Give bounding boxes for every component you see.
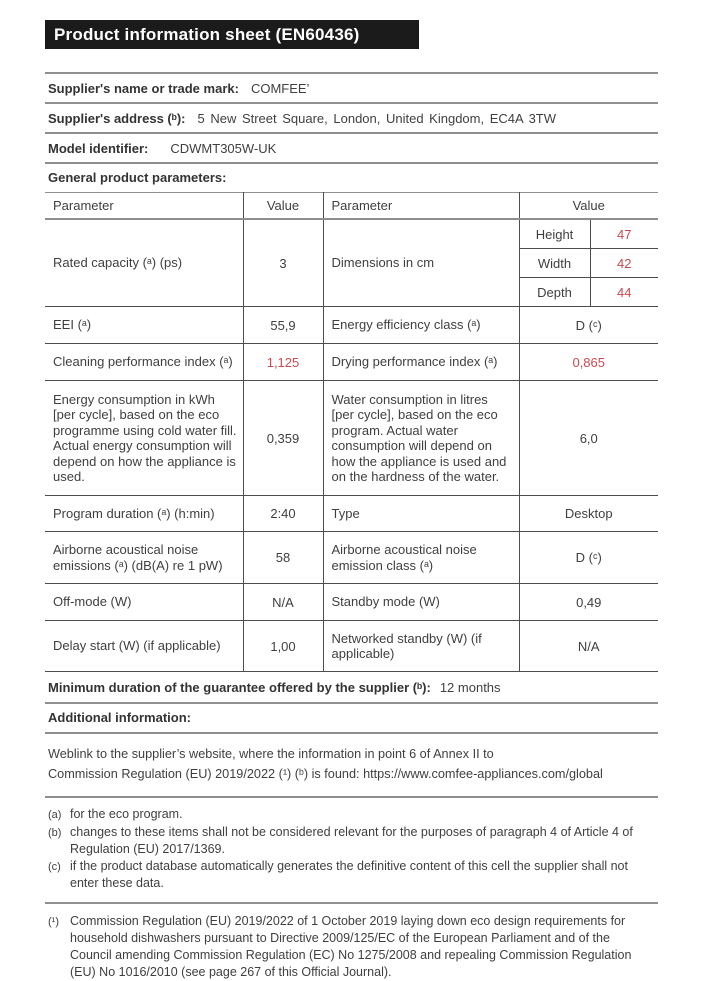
param-cell: Drying performance index (ᵃ) <box>323 344 519 381</box>
dimension-label: Depth <box>520 278 591 307</box>
weblink-url[interactable]: https://www.comfee-appliances.com/global <box>363 767 603 781</box>
value-cell: 3 <box>243 219 323 307</box>
dimension-value: 44 <box>617 284 632 300</box>
supplier-address-label: Supplier's address (ᵇ): <box>48 111 186 126</box>
param-cell: Energy efficiency class (ᵃ) <box>323 307 519 344</box>
table-header-row <box>45 193 658 220</box>
supplier-address-value: 5 New Street Square, London, United Kingdom, EC4A 3TW <box>197 111 557 126</box>
param-cell: Airborne acoustical noise emissions (ᵃ) (dB(A) re 1 pW) <box>45 532 243 584</box>
param-cell: Type <box>323 496 519 532</box>
table-row-rated-capacity <box>45 219 658 307</box>
supplier-name-row <box>45 74 658 102</box>
value-cell: D (ᶜ) <box>519 307 658 344</box>
footnote-b <box>48 824 658 858</box>
supplier-name-value: COMFEE’ <box>250 81 310 96</box>
general-parameters-heading: General product parameters: <box>48 170 227 185</box>
table-row-off-mode <box>45 584 658 621</box>
footnotes-list <box>45 798 658 902</box>
model-identifier-label: Model identifier: <box>48 141 149 156</box>
supplier-name-label: Supplier's name or trade mark: <box>48 81 239 96</box>
param-cell: Standby mode (W) <box>323 584 519 621</box>
footnote-marker: (a) <box>48 809 62 821</box>
value-cell: N/A <box>243 584 323 621</box>
footnote-marker: (b) <box>48 827 62 839</box>
param-cell: Off-mode (W) <box>45 584 243 621</box>
param-cell: Energy consumption in kWh [per cycle], based on the eco programme using cold water fill. Actual energy consumption will depend on how the appliance is used. <box>45 381 243 496</box>
footnote-marker: (c) <box>48 861 61 873</box>
model-identifier-row <box>45 134 658 162</box>
table-row-noise <box>45 532 658 584</box>
header-parameter-left: Parameter <box>45 193 243 220</box>
footnote-text: Commission Regulation (EU) 2019/2022 of 1 October 2019 laying down eco design requirements for household dishwashers pursuant to Directive 2009/125/EC of the European Parliament and of the Council amending Commission Regulation (EC) No 1275/2008 and repealing Commission Regulation (EU) No 1016/2010 (see page 267 of this Official Journal). <box>70 914 632 979</box>
value-cell: 0,865 <box>519 344 658 381</box>
dimension-label: Width <box>520 249 591 278</box>
dimension-value: 42 <box>590 249 658 278</box>
param-cell: Dimensions in cm <box>323 219 519 307</box>
header-value-right: Value <box>519 193 658 220</box>
param-cell: Program duration (ᵃ) (h:min) <box>45 496 243 532</box>
regulation-footnote <box>45 904 658 981</box>
parameters-table <box>45 192 658 672</box>
dimensions-cell <box>519 219 658 307</box>
weblink-text-line1: Weblink to the supplier’s website, where the information in point 6 of Annex II to <box>48 747 494 761</box>
param-cell: Rated capacity (ᵃ) (ps) <box>45 219 243 307</box>
supplier-address-row <box>45 104 658 132</box>
guarantee-row <box>45 672 658 702</box>
guarantee-value: 12 months <box>439 680 501 695</box>
page-title: Product information sheet (EN60436) <box>45 20 419 49</box>
header-parameter-right: Parameter <box>323 193 519 220</box>
footnote-a <box>48 806 658 824</box>
dimension-row <box>520 249 659 278</box>
table-row-program-duration <box>45 496 658 532</box>
value-cell: 1,125 <box>243 344 323 381</box>
value-cell: Desktop <box>519 496 658 532</box>
guarantee-label: Minimum duration of the guarantee offered by the supplier (ᵇ): <box>48 680 431 695</box>
param-cell: EEI (ᵃ) <box>45 307 243 344</box>
weblink-text-line2: Commission Regulation (EU) 2019/2022 (¹) (ᵇ) is found: <box>48 767 360 781</box>
dimension-row <box>520 220 659 249</box>
value-cell: 55,9 <box>243 307 323 344</box>
value-cell: 6,0 <box>519 381 658 496</box>
param-cell: Delay start (W) (if applicable) <box>45 621 243 672</box>
table-row-delay-start <box>45 621 658 672</box>
footnote-text: changes to these items shall not be considered relevant for the purposes of paragraph 4 of Article 4 of Regulation (EU) 2017/1369. <box>70 825 633 856</box>
model-identifier-value: CDWMT305W-UK <box>170 141 277 156</box>
value-cell: N/A <box>519 621 658 672</box>
footnote-1 <box>48 913 658 981</box>
footnote-marker: (¹) <box>48 916 59 928</box>
param-cell: Networked standby (W) (if applicable) <box>323 621 519 672</box>
dimension-row <box>520 278 659 307</box>
param-cell: Airborne acoustical noise emission class (ᵃ) <box>323 532 519 584</box>
param-cell: Cleaning performance index (ᵃ) <box>45 344 243 381</box>
dimension-label: Height <box>520 220 591 249</box>
footnote-text: if the product database automatically generates the definitive content of this cell the supplier shall not enter these data. <box>70 859 628 890</box>
value-cell: 0,359 <box>243 381 323 496</box>
table-row-cleaning-index <box>45 344 658 381</box>
value-cell: 2:40 <box>243 496 323 532</box>
table-row-consumption <box>45 381 658 496</box>
header-value-left: Value <box>243 193 323 220</box>
footnote-text: for the eco program. <box>70 807 183 821</box>
additional-information-heading: Additional information: <box>48 710 191 725</box>
value-cell: 0,49 <box>519 584 658 621</box>
footnote-c <box>48 858 658 892</box>
value-cell: 1,00 <box>243 621 323 672</box>
table-row-eei <box>45 307 658 344</box>
param-cell: Water consumption in litres [per cycle], based on the eco program. Actual water consumption will depend on how the appliance is used and on the hardness of the water. <box>323 381 519 496</box>
dimensions-subtable <box>520 220 659 306</box>
weblink-paragraph <box>45 734 658 796</box>
value-cell: 58 <box>243 532 323 584</box>
value-cell: D (ᶜ) <box>519 532 658 584</box>
dimension-value: 47 <box>590 220 658 249</box>
